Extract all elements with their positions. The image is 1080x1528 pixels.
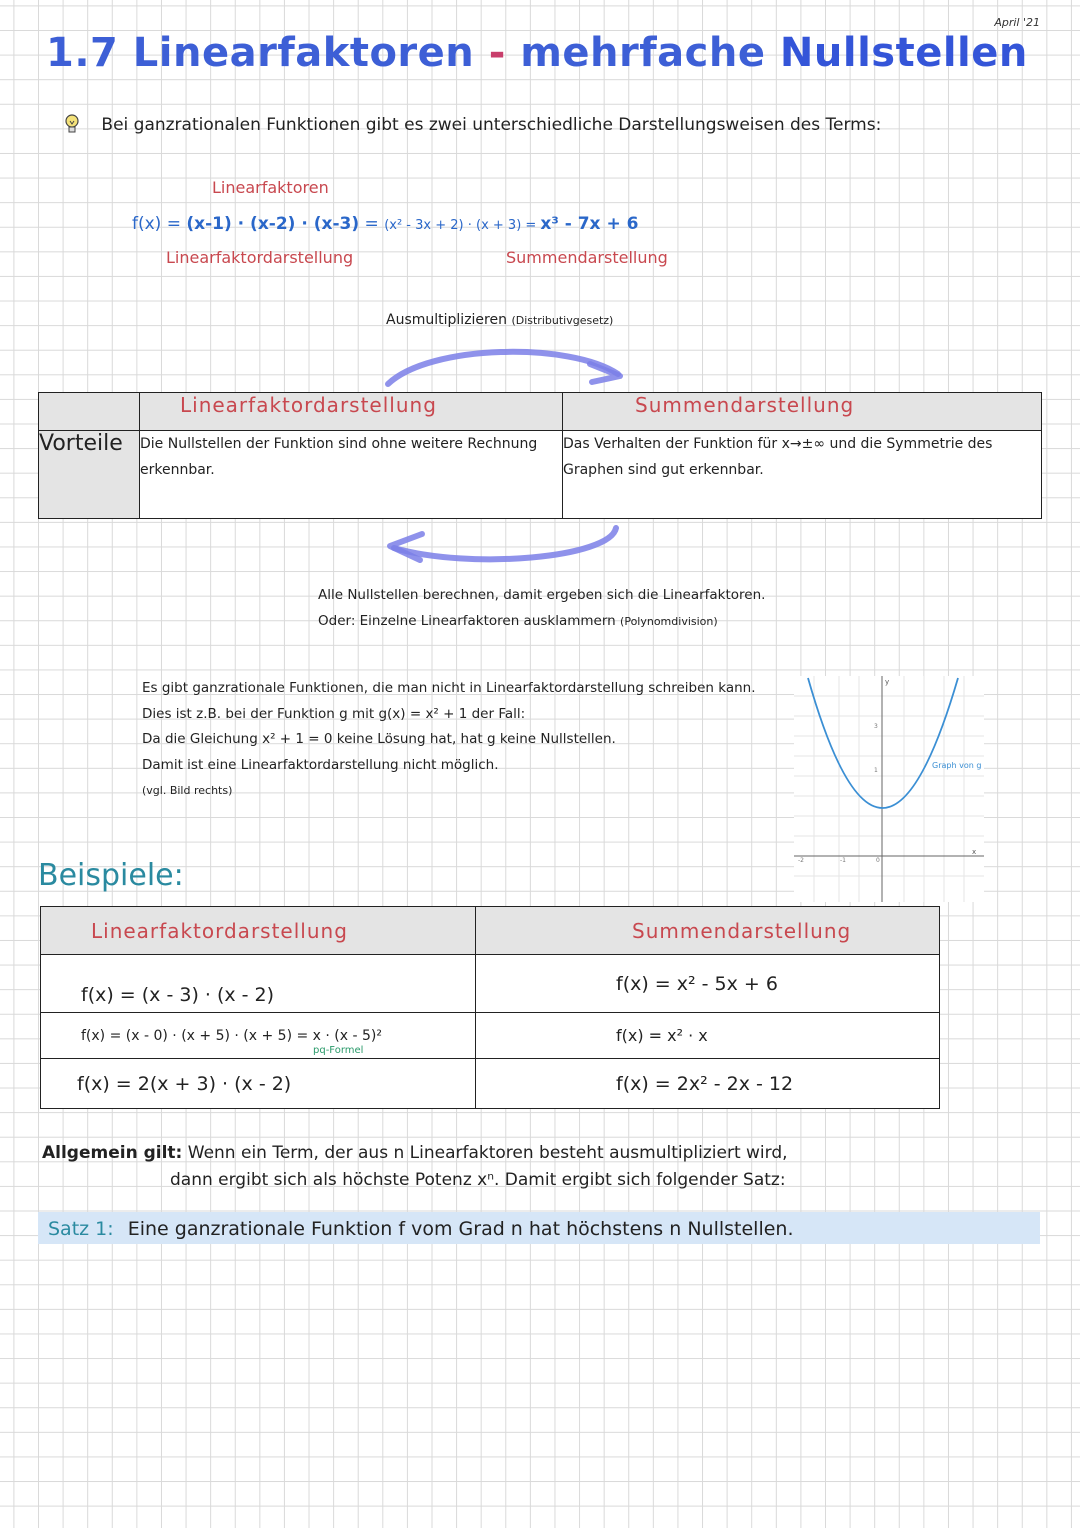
title-part2: mehrfache <box>520 30 766 76</box>
comparison-table <box>38 392 1042 519</box>
para-line-1: Es gibt ganzrationale Funktionen, die man nicht in Linearfaktordarstellung schreiben kann. <box>142 680 756 696</box>
title-part1: Linearfaktoren <box>132 30 475 76</box>
reverse-direction-note <box>318 582 765 635</box>
title-part3: Nullstellen <box>779 30 1028 76</box>
allgemein-section <box>42 1140 788 1194</box>
examples-heading: Beispiele: <box>38 858 184 893</box>
example-sum-3: f(x) = 2x² - 2x - 12 <box>476 1059 940 1109</box>
example-lf-3: f(x) = 2(x + 3) · (x - 2) <box>41 1059 476 1109</box>
example-lf-2-text: f(x) = (x - 0) · (x + 5) · (x + 5) = x · (x - 5)² <box>81 1027 382 1044</box>
satz-text: Eine ganzrationale Funktion f vom Grad n hat höchstens n Nullstellen. <box>127 1218 794 1240</box>
no-linearfaktor-paragraph <box>142 676 756 804</box>
ex-header-lf <box>41 907 476 955</box>
vorteile-label: Vorteile <box>39 431 140 519</box>
examples-table <box>40 906 940 1109</box>
example-lf-1: f(x) = (x - 3) · (x - 2) <box>41 955 476 1013</box>
tick-y-1: 1 <box>874 767 878 774</box>
reverse-line2 <box>318 608 765 635</box>
page-title <box>46 30 1028 76</box>
graph-of-g <box>794 676 984 902</box>
tick-y-3: 3 <box>874 723 878 730</box>
tick-x-0: 0 <box>876 857 880 864</box>
header-summen-text: Summendarstellung <box>635 393 855 417</box>
satz-1 <box>48 1218 794 1240</box>
allgemein-line2: dann ergibt sich als höchste Potenz xⁿ. Damit ergibt sich folgender Satz: <box>170 1170 786 1190</box>
para-line-3: Da die Gleichung x² + 1 = 0 keine Lösung hat, hat g keine Nullstellen. <box>142 731 616 747</box>
allgemein-label: Allgemein gilt: <box>42 1143 183 1163</box>
reverse-line1: Alle Nullstellen berechnen, damit ergeben sich die Linearfaktoren. <box>318 587 766 603</box>
ex-header-sum-text: Summendarstellung <box>632 918 852 943</box>
ex-header-sum <box>476 907 940 955</box>
main-formula <box>132 214 638 234</box>
header-linearfaktor <box>140 393 563 431</box>
pq-formel-note: pq-Formel <box>313 1045 364 1056</box>
para-line-2: Dies ist z.B. bei der Funktion g mit g(x) = x² + 1 der Fall: <box>142 705 526 722</box>
linearfaktordarstellung-label: Linearfaktordarstellung <box>166 248 354 267</box>
tick-x-neg2: -2 <box>798 857 804 864</box>
vorteile-linearfaktor: Die Nullstellen der Funktion sind ohne weitere Rechnung erkennbar. <box>140 431 563 519</box>
ausmultiplizieren-text: Ausmultiplizieren <box>386 312 507 328</box>
ex-header-lf-text: Linearfaktordarstellung <box>91 918 348 943</box>
example-row <box>41 1013 940 1059</box>
axis-y-label: y <box>885 678 890 686</box>
formula-sum: x³ - 7x + 6 <box>540 214 639 234</box>
allgemein-text1: Wenn ein Term, der aus n Linearfaktoren besteht ausmultipliziert wird, <box>187 1143 788 1163</box>
linearfaktoren-label: Linearfaktoren <box>212 178 329 197</box>
arrow-right-icon <box>370 334 640 394</box>
vorteile-summen: Das Verhalten der Funktion für x→±∞ und die Symmetrie des Graphen sind gut erkennbar. <box>563 431 1042 519</box>
graph-label: Graph von g <box>932 761 982 770</box>
header-empty <box>39 393 140 431</box>
reverse-line2-text: Oder: Einzelne Linearfaktoren ausklammern <box>318 613 616 629</box>
title-number: 1.7 <box>46 30 119 76</box>
header-summen <box>563 393 1042 431</box>
example-row <box>41 1059 940 1109</box>
satz-label: Satz 1: <box>48 1218 114 1240</box>
para-line-5: (vgl. Bild rechts) <box>142 784 233 797</box>
allgemein-line1 <box>42 1140 788 1167</box>
title-separator: - <box>488 30 506 76</box>
polynomdivision-note: (Polynomdivision) <box>620 615 718 628</box>
parabola-curve <box>808 678 958 808</box>
lightbulb-icon <box>64 114 80 134</box>
formula-eq: = <box>359 214 385 234</box>
example-lf-2 <box>41 1013 476 1059</box>
intro-text: Bei ganzrationalen Funktionen gibt es zwei unterschiedliche Darstellungsweisen des Terms: <box>101 115 882 135</box>
summendarstellung-label: Summendarstellung <box>506 248 668 267</box>
formula-middle: (x² - 3x + 2) · (x + 3) = <box>384 218 541 233</box>
ausmultiplizieren-label <box>386 312 613 328</box>
date-label: April '21 <box>994 16 1040 29</box>
formula-lhs: f(x) = <box>132 214 187 234</box>
example-row <box>41 955 940 1013</box>
para-line-4: Damit ist eine Linearfaktordarstellung nicht möglich. <box>142 756 499 773</box>
formula-factors: (x-1) · (x-2) · (x-3) <box>186 214 360 234</box>
header-linearfaktor-text: Linearfaktordarstellung <box>180 393 437 417</box>
example-sum-2: f(x) = x² · x <box>476 1013 940 1059</box>
intro-line <box>64 114 881 135</box>
distributivgesetz-note: (Distributivgesetz) <box>511 314 614 327</box>
tick-x-neg1: -1 <box>840 857 846 864</box>
example-sum-1: f(x) = x² - 5x + 6 <box>476 955 940 1013</box>
arrow-left-icon <box>370 518 640 584</box>
axis-x-label: x <box>972 848 977 856</box>
